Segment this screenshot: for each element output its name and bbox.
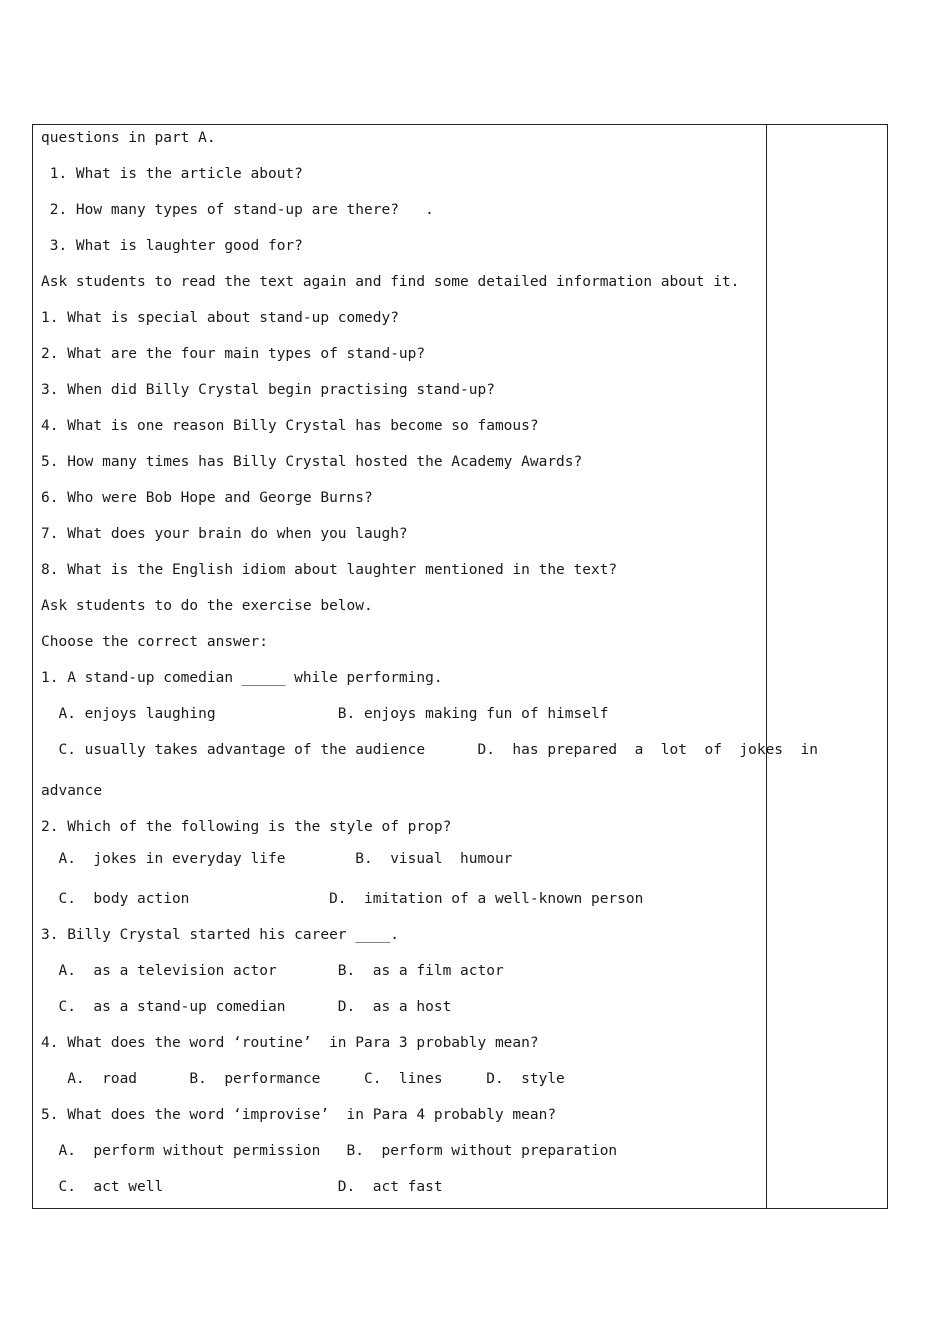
mcq-options: A. jokes in everyday life B. visual humour <box>41 851 513 867</box>
part-a-question: 3. What is laughter good for? <box>41 238 303 254</box>
exercise-heading: Choose the correct answer: <box>41 634 268 650</box>
instruction-detail: Ask students to read the text again and find some detailed information about it. <box>41 274 740 290</box>
mcq-options: C. usually takes advantage of the audience D. has prepared a lot of jokes in <box>41 742 818 758</box>
intro-text: questions in part A. <box>41 130 216 146</box>
detail-question: 5. How many times has Billy Crystal hosted the Academy Awards? <box>41 454 583 470</box>
mcq-options: C. as a stand-up comedian D. as a host <box>41 999 452 1015</box>
detail-question: 8. What is the English idiom about laughter mentioned in the text? <box>41 562 618 578</box>
part-a-question: 2. How many types of stand-up are there? . <box>41 202 434 218</box>
mcq-question: 3. Billy Crystal started his career ____. <box>41 927 399 943</box>
detail-question: 1. What is special about stand-up comedy? <box>41 310 399 326</box>
mcq-options: C. act well D. act fast <box>41 1179 443 1195</box>
detail-question: 4. What is one reason Billy Crystal has become so famous? <box>41 418 539 434</box>
mcq-options: C. body action D. imitation of a well-known person <box>41 891 644 907</box>
mcq-options: A. road B. performance C. lines D. style <box>41 1071 565 1087</box>
detail-question: 3. When did Billy Crystal begin practising stand-up? <box>41 382 495 398</box>
detail-question: 6. Who were Bob Hope and George Burns? <box>41 490 373 506</box>
mcq-question: 5. What does the word ‘improvise’ in Para 4 probably mean? <box>41 1107 557 1123</box>
column-divider <box>766 125 767 1208</box>
mcq-options-continued: advance <box>41 783 103 799</box>
part-a-question: 1. What is the article about? <box>41 166 303 182</box>
mcq-options: A. enjoys laughing B. enjoys making fun of himself <box>41 706 609 722</box>
mcq-options: A. as a television actor B. as a film actor <box>41 963 504 979</box>
detail-question: 2. What are the four main types of stand-up? <box>41 346 426 362</box>
instruction-exercise: Ask students to do the exercise below. <box>41 598 373 614</box>
detail-question: 7. What does your brain do when you laugh? <box>41 526 408 542</box>
mcq-question: 4. What does the word ‘routine’ in Para 3 probably mean? <box>41 1035 539 1051</box>
mcq-question: 2. Which of the following is the style of prop? <box>41 819 452 835</box>
mcq-options: A. perform without permission B. perform without preparation <box>41 1143 618 1159</box>
mcq-question: 1. A stand-up comedian _____ while performing. <box>41 670 443 686</box>
